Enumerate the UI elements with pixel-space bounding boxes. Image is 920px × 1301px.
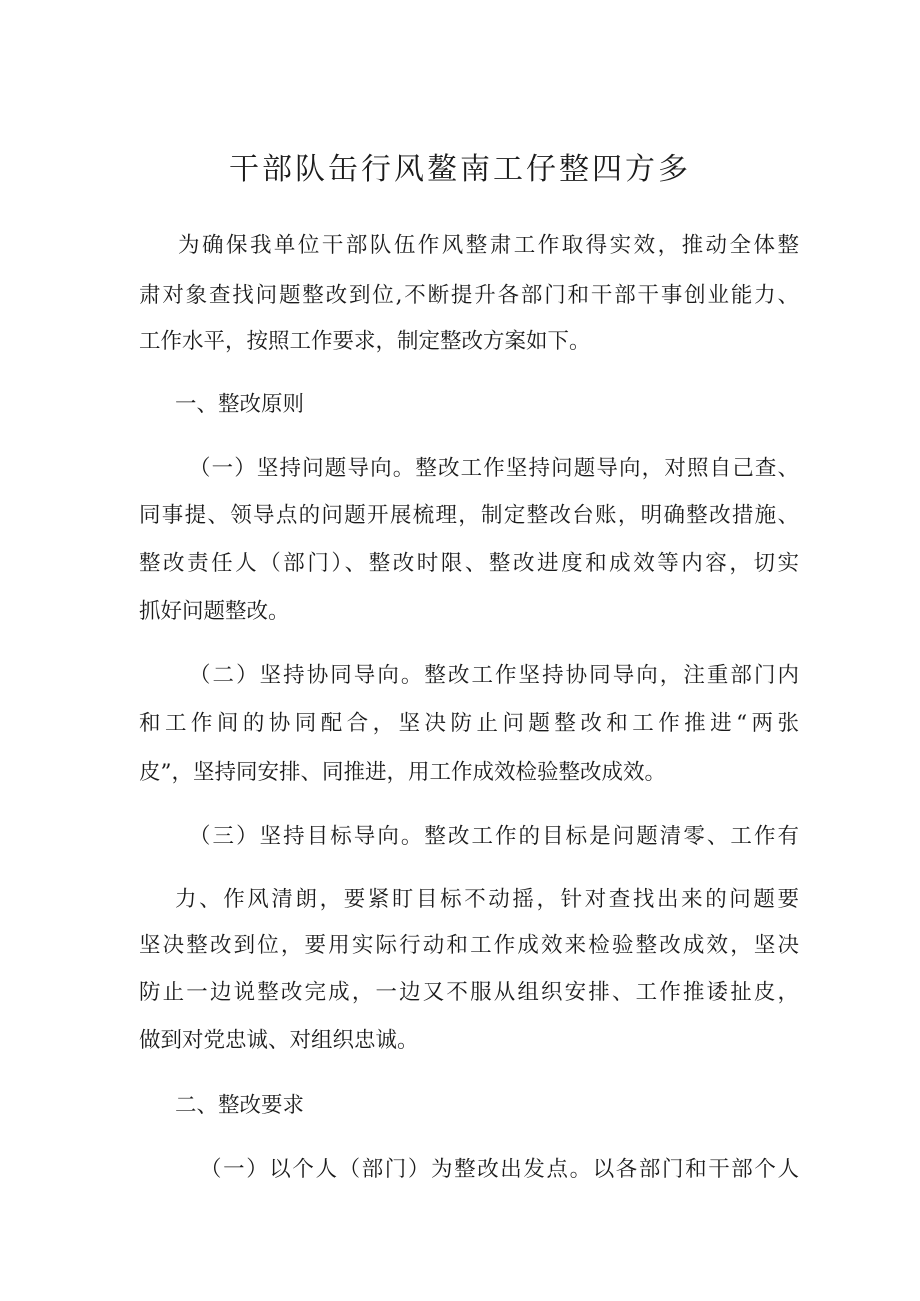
- section1-item3-line-4: 防止一边说整改完成，一边又不服从组织安排、工作推诿扯皮，: [139, 980, 799, 1005]
- section2-heading: 二、整改要求: [175, 1093, 305, 1118]
- section1-item3-line-2: 力、作风清朗，要紧盯目标不动摇，针对查找出来的问题要: [175, 887, 799, 912]
- document-title: 干部队缶行风鳌南工仔整四方多: [229, 152, 691, 187]
- section1-item1-line-4: 抓好问题整改。: [139, 599, 290, 624]
- section1-item2-line-1: （二）坚持协同导向。整改工作坚持协同导向，注重部门内: [189, 663, 799, 688]
- section1-item3-line-5: 做到对党忠诚、对组织忠诚。: [139, 1028, 419, 1053]
- section1-item2-line-3: 皮”，坚持同安排、同推进，用工作成效检验整改成效。: [139, 760, 666, 785]
- section1-heading: 一、整改原则: [175, 392, 305, 417]
- section2-item1-line-1: （一）以个人（部门）为整改出发点。以各部门和干部个人: [200, 1157, 799, 1182]
- section1-item3-line-3: 坚决整改到位，要用实际行动和工作成效来检验整改成效，坚决: [139, 933, 799, 958]
- intro-line-1: 为确保我单位干部队伍作风整肃工作取得实效，推动全体整: [178, 233, 799, 258]
- section1-item1-line-1: （一）坚持问题导向。整改工作坚持问题导向，对照自己查、: [189, 456, 799, 481]
- section1-item1-line-2: 同事提、领导点的问题开展梳理，制定整改台账，明确整改措施、: [139, 503, 799, 528]
- intro-line-2: 肃对象查找问题整改到位,不断提升各部门和干部干事创业能力、: [139, 283, 799, 308]
- section1-item2-line-2: 和工作间的协同配合，坚决防止问题整改和工作推进“两张: [139, 711, 799, 736]
- section1-item3-line-1: （三）坚持目标导向。整改工作的目标是问题清零、工作有: [189, 824, 799, 849]
- section1-item1-line-3: 整改责任人（部门）、整改时限、整改进度和成效等内容，切实: [139, 551, 799, 576]
- intro-line-3: 工作水平，按照工作要求，制定整改方案如下。: [139, 329, 591, 354]
